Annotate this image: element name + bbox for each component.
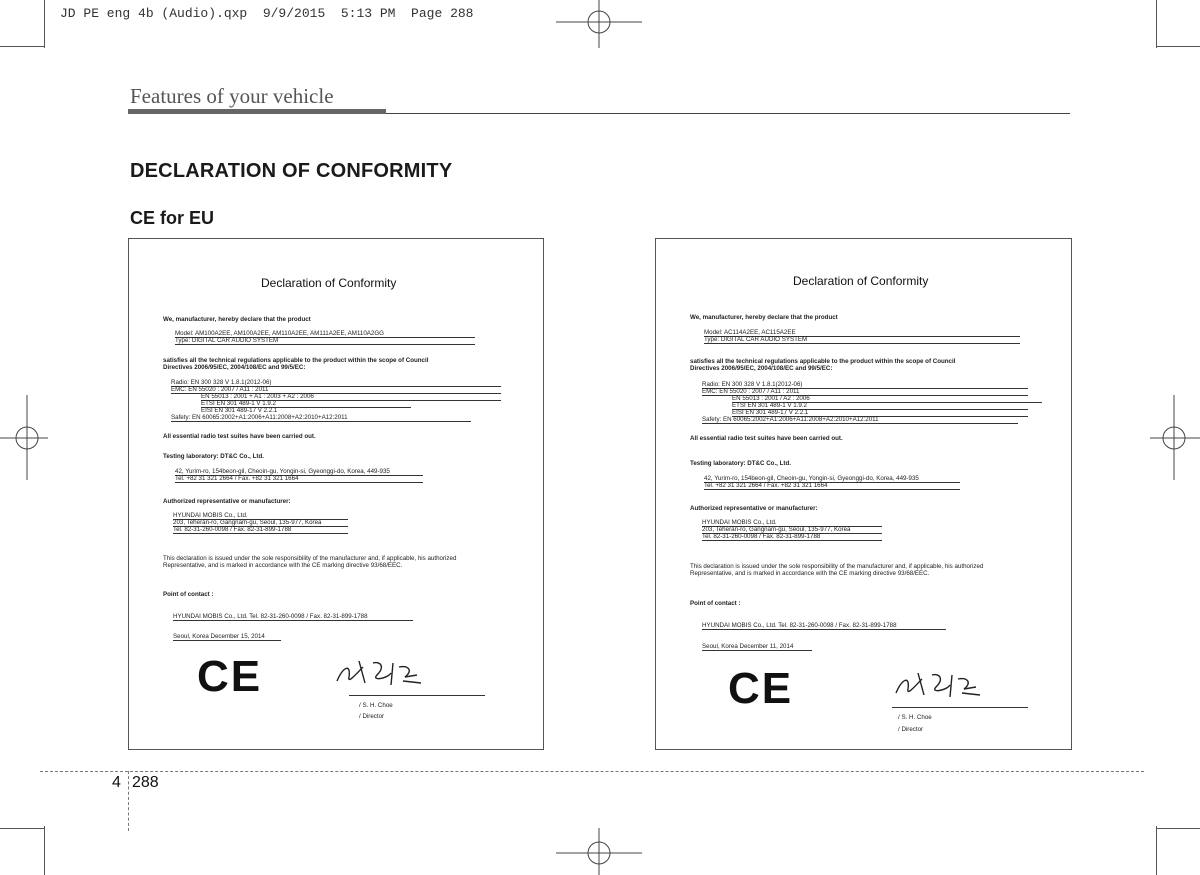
ce-mark: CE — [728, 664, 794, 713]
doc-signer-title: / Director — [898, 726, 924, 733]
page-subheading: CE for EU — [130, 208, 215, 228]
doc-safety: Safety: EN 60065:2002+A1:2006+A11:2008+A2:2010+A12:2011 — [171, 414, 348, 421]
doc-rep-address: 203, Teheran-ro, Gangnam-gu, Seoul, 135-977, Korea — [702, 526, 851, 533]
doc-contact-label: Point of contact : — [163, 591, 214, 598]
doc-model: Model: AM100A2EE, AM100A2EE, AM110A2EE, AM111A2EE, AM110A2GG — [175, 330, 384, 337]
doc-satisfies-2: Directives 2006/95/EC, 2004/108/EC and 99/5/EC: — [690, 365, 833, 372]
declaration-document-1 — [128, 238, 544, 750]
doc-responsibility-1: This declaration is issued under the sole responsibility of the manufacturer and, if applicable, his authorized — [690, 563, 984, 570]
doc-emc-4: EISI EN 301 489-17 V 2.2.1 — [732, 409, 809, 416]
doc-satisfies-1: satisfies all the technical regulations applicable to the product within the scope of Council — [690, 358, 956, 365]
doc-place-date: Seoul, Korea December 15, 2014 — [173, 633, 265, 640]
header-rule-thick — [128, 109, 386, 114]
section-title: Features of your vehicle — [130, 84, 334, 108]
footer-divider — [128, 771, 129, 831]
doc-place-date: Seoul, Korea December 11, 2014 — [702, 643, 794, 650]
doc-satisfies-1: satisfies all the technical regulations applicable to the product within the scope of Council — [163, 357, 429, 364]
doc-emc-2: EN 55013 : 2001 / A2 : 2006 — [732, 395, 810, 402]
signature-image — [329, 653, 429, 693]
doc-title: Declaration of Conformity — [793, 274, 929, 288]
doc-contact: HYUNDAI MOBIS Co., Ltd. Tel. 82-31-260-0098 / Fax. 82-31-899-1788 — [702, 622, 897, 629]
doc-intro: We, manufacturer, hereby declare that the product — [163, 316, 311, 323]
doc-suites: All essential radio test suites have been carried out. — [690, 435, 843, 442]
doc-rep-label: Authorized representative or manufacturer: — [163, 498, 291, 505]
doc-lab-label: Testing laboratory: DT&C Co., Ltd. — [163, 453, 264, 460]
doc-emc-3: ETSI EN 301 489-1 V 1.9.2 — [201, 400, 276, 407]
page-number: 288 — [132, 774, 159, 791]
signature-image — [888, 665, 988, 705]
doc-emc-4: EISI EN 301 489-17 V 2.2.1 — [201, 407, 278, 414]
doc-model: Model: AC114A2EE, AC115A2EE — [704, 329, 796, 336]
page-heading: DECLARATION OF CONFORMITY — [130, 160, 453, 182]
footer-dashed-rule — [40, 771, 1144, 772]
chapter-number: 4 — [112, 774, 121, 791]
doc-responsibility-2: Representative, and is marked in accordance with the CE marking directive 93/68/EEC. — [163, 562, 403, 569]
doc-rep-tel: Tel. 82-31-260-0098 / Fax. 82-31-899-1788 — [173, 526, 292, 533]
doc-rep-address: 203, Teheran-ro, Gangnam-gu, Seoul, 135-977, Korea — [173, 519, 322, 526]
doc-type: Type: DIGITAL CAR AUDIO SYSTEM — [704, 336, 808, 343]
doc-contact-label: Point of contact : — [690, 600, 741, 607]
doc-title: Declaration of Conformity — [261, 276, 397, 290]
doc-signer: / S. H. Choe — [898, 714, 932, 721]
doc-satisfies-2: Directives 2006/95/EC, 2004/108/EC and 99/5/EC: — [163, 364, 306, 371]
doc-rep-name: HYUNDAI MOBIS Co., Ltd. — [173, 512, 248, 519]
doc-safety: Safety: EN 60065:2002+A1:2006+A11:2008+A2:2010+A12:2011 — [702, 416, 879, 423]
doc-suites: All essential radio test suites have been carried out. — [163, 433, 316, 440]
doc-radio: Radio: EN 300 328 V 1.8.1(2012-06) — [171, 379, 272, 386]
doc-rep-label: Authorized representative or manufacturer: — [690, 505, 818, 512]
doc-lab-tel: Tel. +82 31 321 2664 / Fax. +82 31 321 1664 — [704, 482, 828, 489]
doc-radio: Radio: EN 300 328 V 1.8.1(2012-06) — [702, 381, 803, 388]
doc-responsibility-2: Representative, and is marked in accordance with the CE marking directive 93/68/EEC. — [690, 570, 930, 577]
doc-lab-label: Testing laboratory: DT&C Co., Ltd. — [690, 460, 791, 467]
doc-rep-tel: Tel. 82-31-260-0098 / Fax. 82-31-899-1788 — [702, 533, 821, 540]
doc-responsibility-1: This declaration is issued under the sole responsibility of the manufacturer and, if applicable, his authorized — [163, 555, 457, 562]
doc-lab-address: 42, Yurim-ro, 154beon-gil, Cheoin-gu, Yongin-si, Gyeonggi-do, Korea, 449-935 — [175, 468, 390, 475]
doc-rep-name: HYUNDAI MOBIS Co., Ltd. — [702, 519, 777, 526]
doc-contact: HYUNDAI MOBIS Co., Ltd. Tel. 82-31-260-0098 / Fax. 82-31-899-1788 — [173, 613, 368, 620]
doc-emc-2: EN 55013 : 2001 + A1 : 2003 + A2 : 2006 — [201, 393, 314, 400]
doc-emc: EMC: EN 55020 : 2007 / A11 : 2011 — [171, 386, 269, 393]
doc-signer: / S. H. Choe — [359, 702, 393, 709]
doc-lab-address: 42, Yurim-ro, 154beon-gil, Cheoin-gu, Yongin-si, Gyeonggi-do, Korea, 449-935 — [704, 475, 919, 482]
ce-mark: CE — [197, 652, 263, 701]
declaration-document-2 — [655, 238, 1072, 750]
header-rule-thin — [386, 113, 1070, 114]
doc-emc-3: ETSI EN 301 489-1 V 1.9.2 — [732, 402, 807, 409]
doc-lab-tel: Tel. +82 31 321 2664 / Fax. +82 31 321 1664 — [175, 475, 299, 482]
doc-signer-title: / Director — [359, 713, 385, 720]
doc-intro: We, manufacturer, hereby declare that the product — [690, 314, 838, 321]
doc-type: Type: DIGITAL CAR AUDIO SYSTEM — [175, 337, 279, 344]
print-slug: JD PE eng 4b (Audio).qxp 9/9/2015 5:13 PM Page 288 — [60, 6, 474, 21]
doc-emc: EMC: EN 55020 : 2007 / A11 : 2011 — [702, 388, 800, 395]
